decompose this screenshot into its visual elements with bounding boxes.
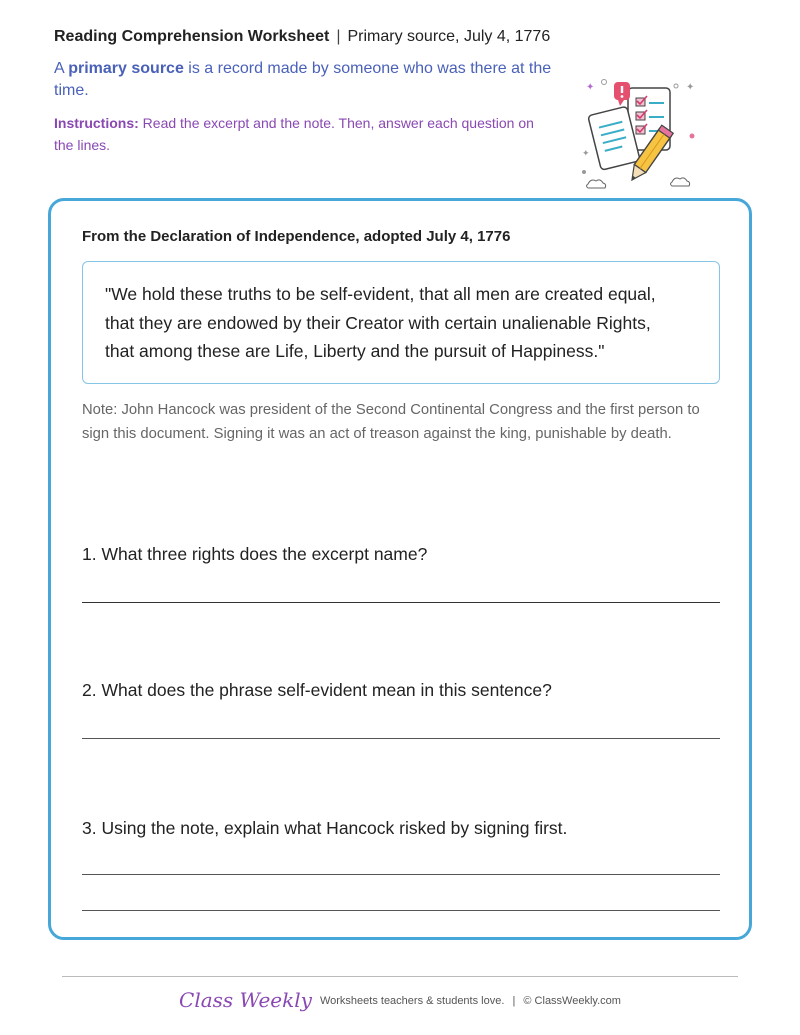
quote-line: that among these are Life, Liberty and the pursuit of Happiness." bbox=[105, 341, 605, 361]
definition-text: is a record made by someone who was there at the time. bbox=[54, 60, 552, 99]
svg-text:✦: ✦ bbox=[586, 82, 595, 93]
header-separator: | bbox=[336, 28, 341, 45]
svg-text:✦: ✦ bbox=[686, 82, 695, 93]
worksheet-header bbox=[54, 28, 550, 46]
footer bbox=[0, 988, 800, 1012]
documents-checklist-pencil-icon bbox=[580, 76, 700, 196]
answer-line[interactable] bbox=[82, 910, 720, 911]
worksheet-subtitle: Primary source, July 4, 1776 bbox=[347, 28, 551, 45]
primary-source-definition bbox=[54, 58, 574, 102]
question-3: 3. Using the note, explain what Hancock risked by signing first. bbox=[82, 818, 568, 838]
footer-copyright: © ClassWeekly.com bbox=[523, 995, 621, 1007]
worksheet-title: Reading Comprehension Worksheet bbox=[54, 28, 330, 45]
definition-term: primary source bbox=[68, 60, 184, 77]
footer-tagline: Worksheets teachers & students love. bbox=[319, 995, 505, 1007]
quote-line: that they are endowed by their Creator with certain unalienable Rights, bbox=[105, 312, 651, 333]
answer-line[interactable] bbox=[82, 602, 720, 603]
answer-line[interactable] bbox=[82, 874, 720, 875]
question-2: 2. What does the phrase self-evident mean in this sentence? bbox=[82, 680, 552, 700]
svg-text:✦: ✦ bbox=[582, 149, 590, 159]
instructions bbox=[54, 112, 534, 156]
quote-line: "We hold these truths to be self-evident, that all men are created equal, bbox=[105, 284, 656, 304]
source-card bbox=[48, 198, 752, 940]
instructions-label: Instructions: bbox=[54, 115, 139, 131]
instructions-text: Read the excerpt and the note. Then, answer each question on the lines. bbox=[54, 115, 534, 153]
source-title: From the Declaration of Independence, adopted July 4, 1776 bbox=[82, 228, 511, 245]
quote-box bbox=[82, 261, 720, 384]
answer-line[interactable] bbox=[82, 738, 720, 739]
question-1: 1. What three rights does the excerpt name? bbox=[82, 544, 428, 564]
footer-divider bbox=[62, 976, 738, 977]
definition-prefix: A bbox=[54, 60, 69, 77]
footer-separator: | bbox=[512, 995, 516, 1007]
brand-logo: Class Weekly bbox=[179, 988, 312, 1012]
context-note: Note: John Hancock was president of the Second Continental Congress and the first person to sign this document. Signing it was an act of treason against the king, punishable by death. bbox=[82, 402, 700, 442]
